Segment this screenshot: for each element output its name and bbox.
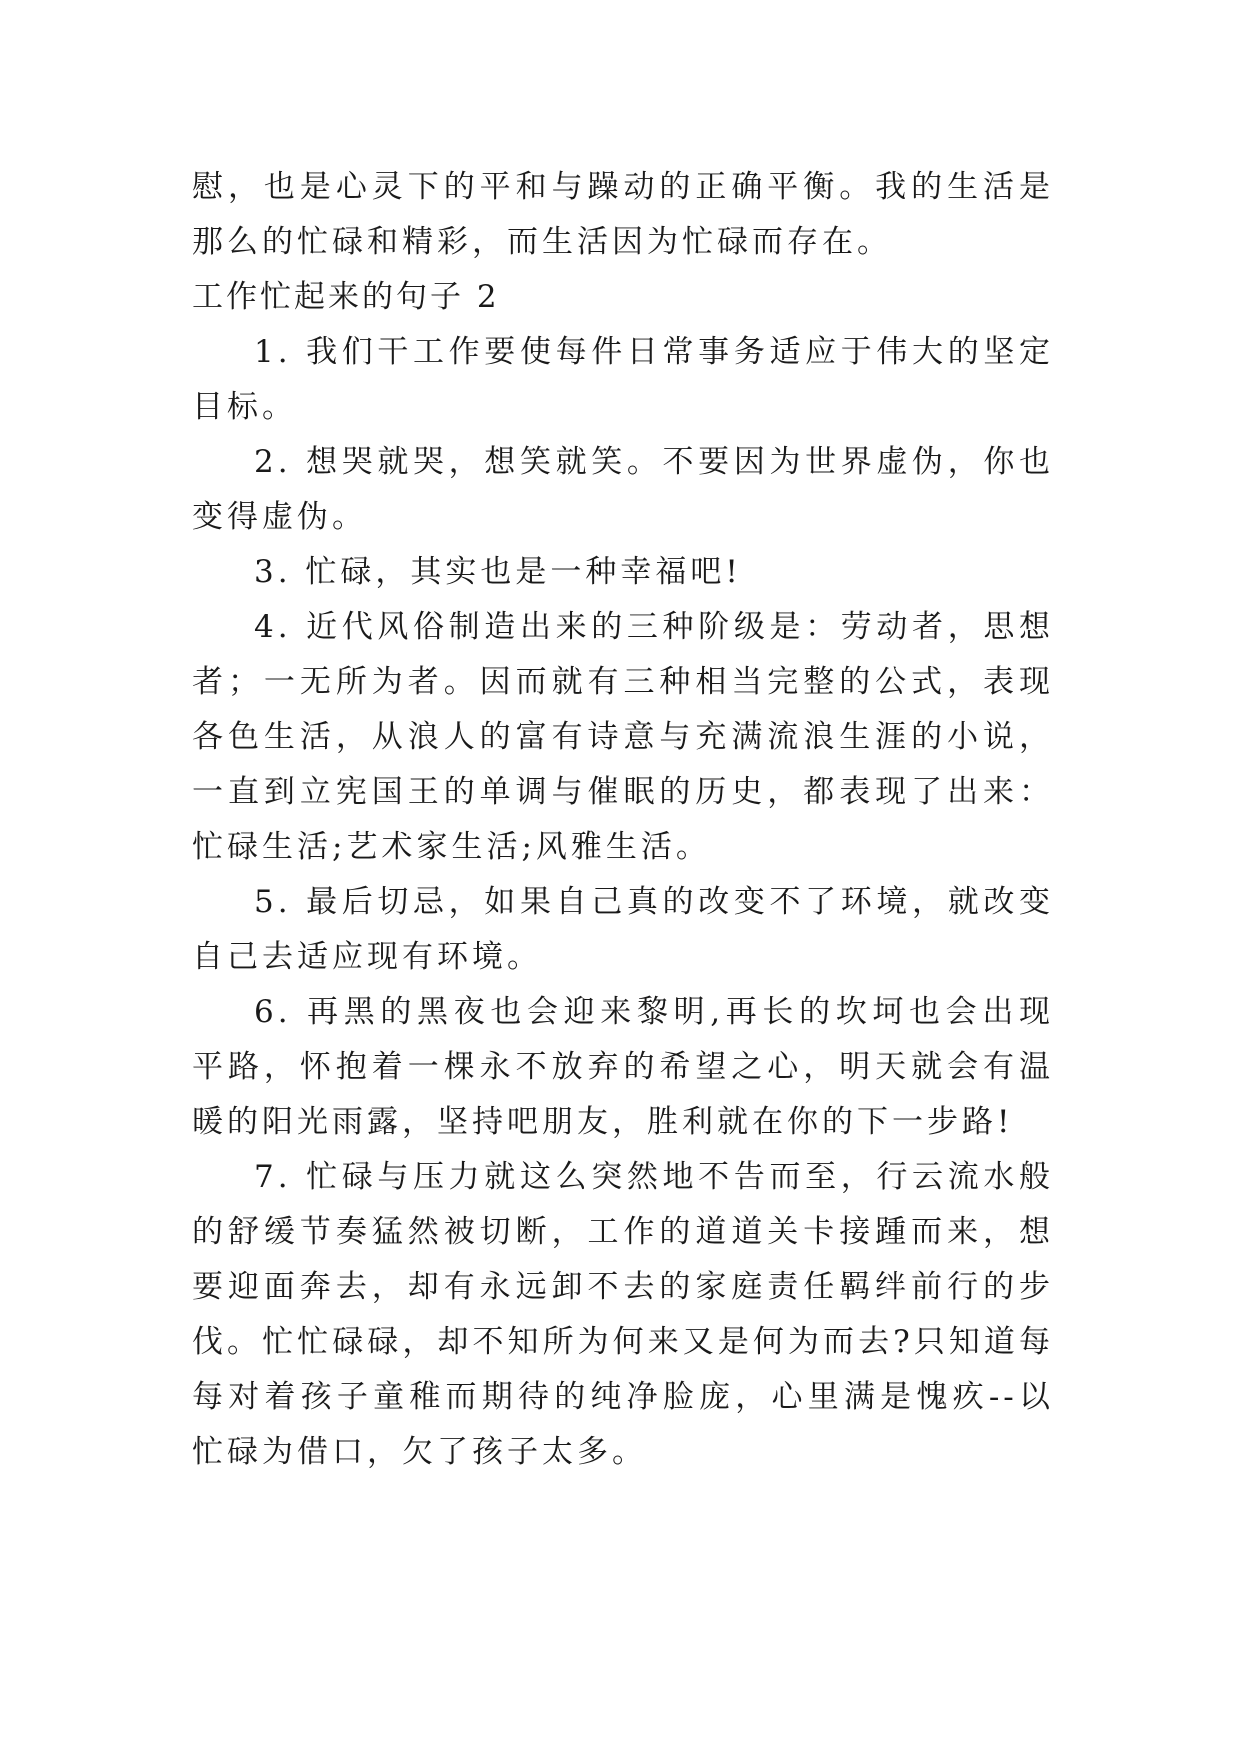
- intro-paragraph: 慰，也是心灵下的平和与躁动的正确平衡。我的生活是那么的忙碌和精彩，而生活因为忙碌而存在。: [192, 169, 1054, 260]
- list-item-4: 4. 近代风俗制造出来的三种阶级是：劳动者，思想者；一无所为者。因而就有三种相当完整的公式，表现各色生活，从浪人的富有诗意与充满流浪生涯的小说，一直到立宪国王的单调与催眠的历史，都表现了出来：忙碌生活;艺术家生活;风雅生活。: [192, 609, 1054, 865]
- list-item-5: 5. 最后切忌，如果自己真的改变不了环境，就改变自己去适应现有环境。: [192, 884, 1054, 975]
- list-item-7: 7. 忙碌与压力就这么突然地不告而至，行云流水般的舒缓节奏猛然被切断，工作的道道关卡接踵而来，想要迎面奔去，却有永远卸不去的家庭责任羁绊前行的步伐。忙忙碌碌，却不知所为何来又是何为而去?只知道每每对着孩子童稚而期待的纯净脸庞，心里满是愧疚--以忙碌为借口，欠了孩子太多。: [192, 1159, 1054, 1470]
- list-item-2: 2. 想哭就哭，想笑就笑。不要因为世界虚伪，你也变得虚伪。: [192, 444, 1054, 535]
- list-item-6: 6. 再黑的黑夜也会迎来黎明,再长的坎坷也会出现平路，怀抱着一棵永不放弃的希望之心，明天就会有温暖的阳光雨露，坚持吧朋友，胜利就在你的下一步路!: [192, 994, 1054, 1140]
- list-item-3: 3. 忙碌，其实也是一种幸福吧!: [254, 554, 742, 590]
- document-body: [192, 160, 1054, 1480]
- section-title: 工作忙起来的句子 2: [192, 279, 500, 315]
- list-item-1: 1. 我们干工作要使每件日常事务适应于伟大的坚定目标。: [192, 334, 1054, 425]
